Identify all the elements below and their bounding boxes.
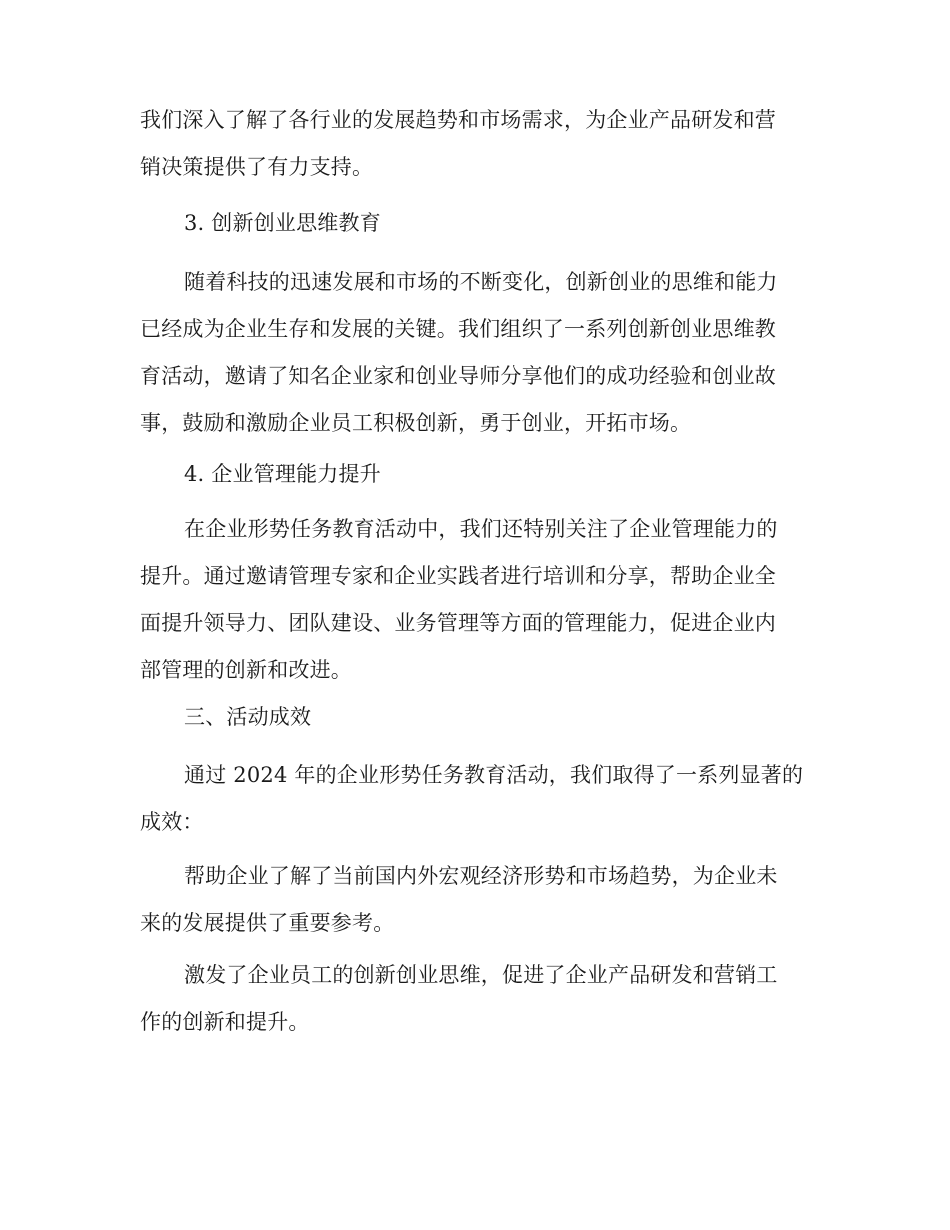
text-line: 来的发展提供了重要参考。: [140, 911, 395, 935]
heading-activity-results: [140, 694, 820, 741]
text-line: 通过 2024 年的企业形势任务教育活动，我们取得了一系列显著的: [184, 763, 804, 787]
paragraph-management-capability: [140, 506, 820, 694]
text-line: 销决策提供了有力支持。: [140, 155, 374, 179]
heading-text: 3. 创新创业思维教育: [184, 211, 381, 235]
text-line: 提升。通过邀请管理专家和企业实践者进行培训和分享，帮助企业全: [140, 564, 776, 588]
text-line: 随着科技的迅速发展和市场的不断变化，创新创业的思维和能力: [184, 270, 778, 294]
heading-innovation-education: [140, 200, 820, 247]
paragraph-industry-trends: [140, 97, 820, 191]
paragraph-result-macro: [140, 853, 820, 947]
paragraph-result-innovation: [140, 952, 820, 1046]
text-line: 成效：: [140, 810, 204, 834]
text-line: 事，鼓励和激励企业员工积极创新，勇于创业，开拓市场。: [140, 411, 692, 435]
heading-management-capability: [140, 451, 820, 498]
text-line: 面提升领导力、团队建设、业务管理等方面的管理能力，促进企业内: [140, 611, 776, 635]
text-line: 已经成为企业生存和发展的关键。我们组织了一系列创新创业思维教: [140, 317, 776, 341]
heading-text: 三、活动成效: [184, 705, 312, 729]
paragraph-innovation-education: [140, 259, 820, 447]
text-line: 部管理的创新和改进。: [140, 658, 352, 682]
text-line: 在企业形势任务教育活动中，我们还特别关注了企业管理能力的: [184, 517, 778, 541]
text-line: 作的创新和提升。: [140, 1010, 310, 1034]
text-line: 育活动，邀请了知名企业家和创业导师分享他们的成功经验和创业故: [140, 364, 776, 388]
text-line: 帮助企业了解了当前国内外宏观经济形势和市场趋势，为企业未: [184, 864, 778, 888]
heading-text: 4. 企业管理能力提升: [184, 462, 381, 486]
paragraph-results-intro: [140, 752, 820, 846]
text-line: 我们深入了解了各行业的发展趋势和市场需求，为企业产品研发和营: [140, 108, 776, 132]
text-line: 激发了企业员工的创新创业思维，促进了企业产品研发和营销工: [184, 963, 778, 987]
